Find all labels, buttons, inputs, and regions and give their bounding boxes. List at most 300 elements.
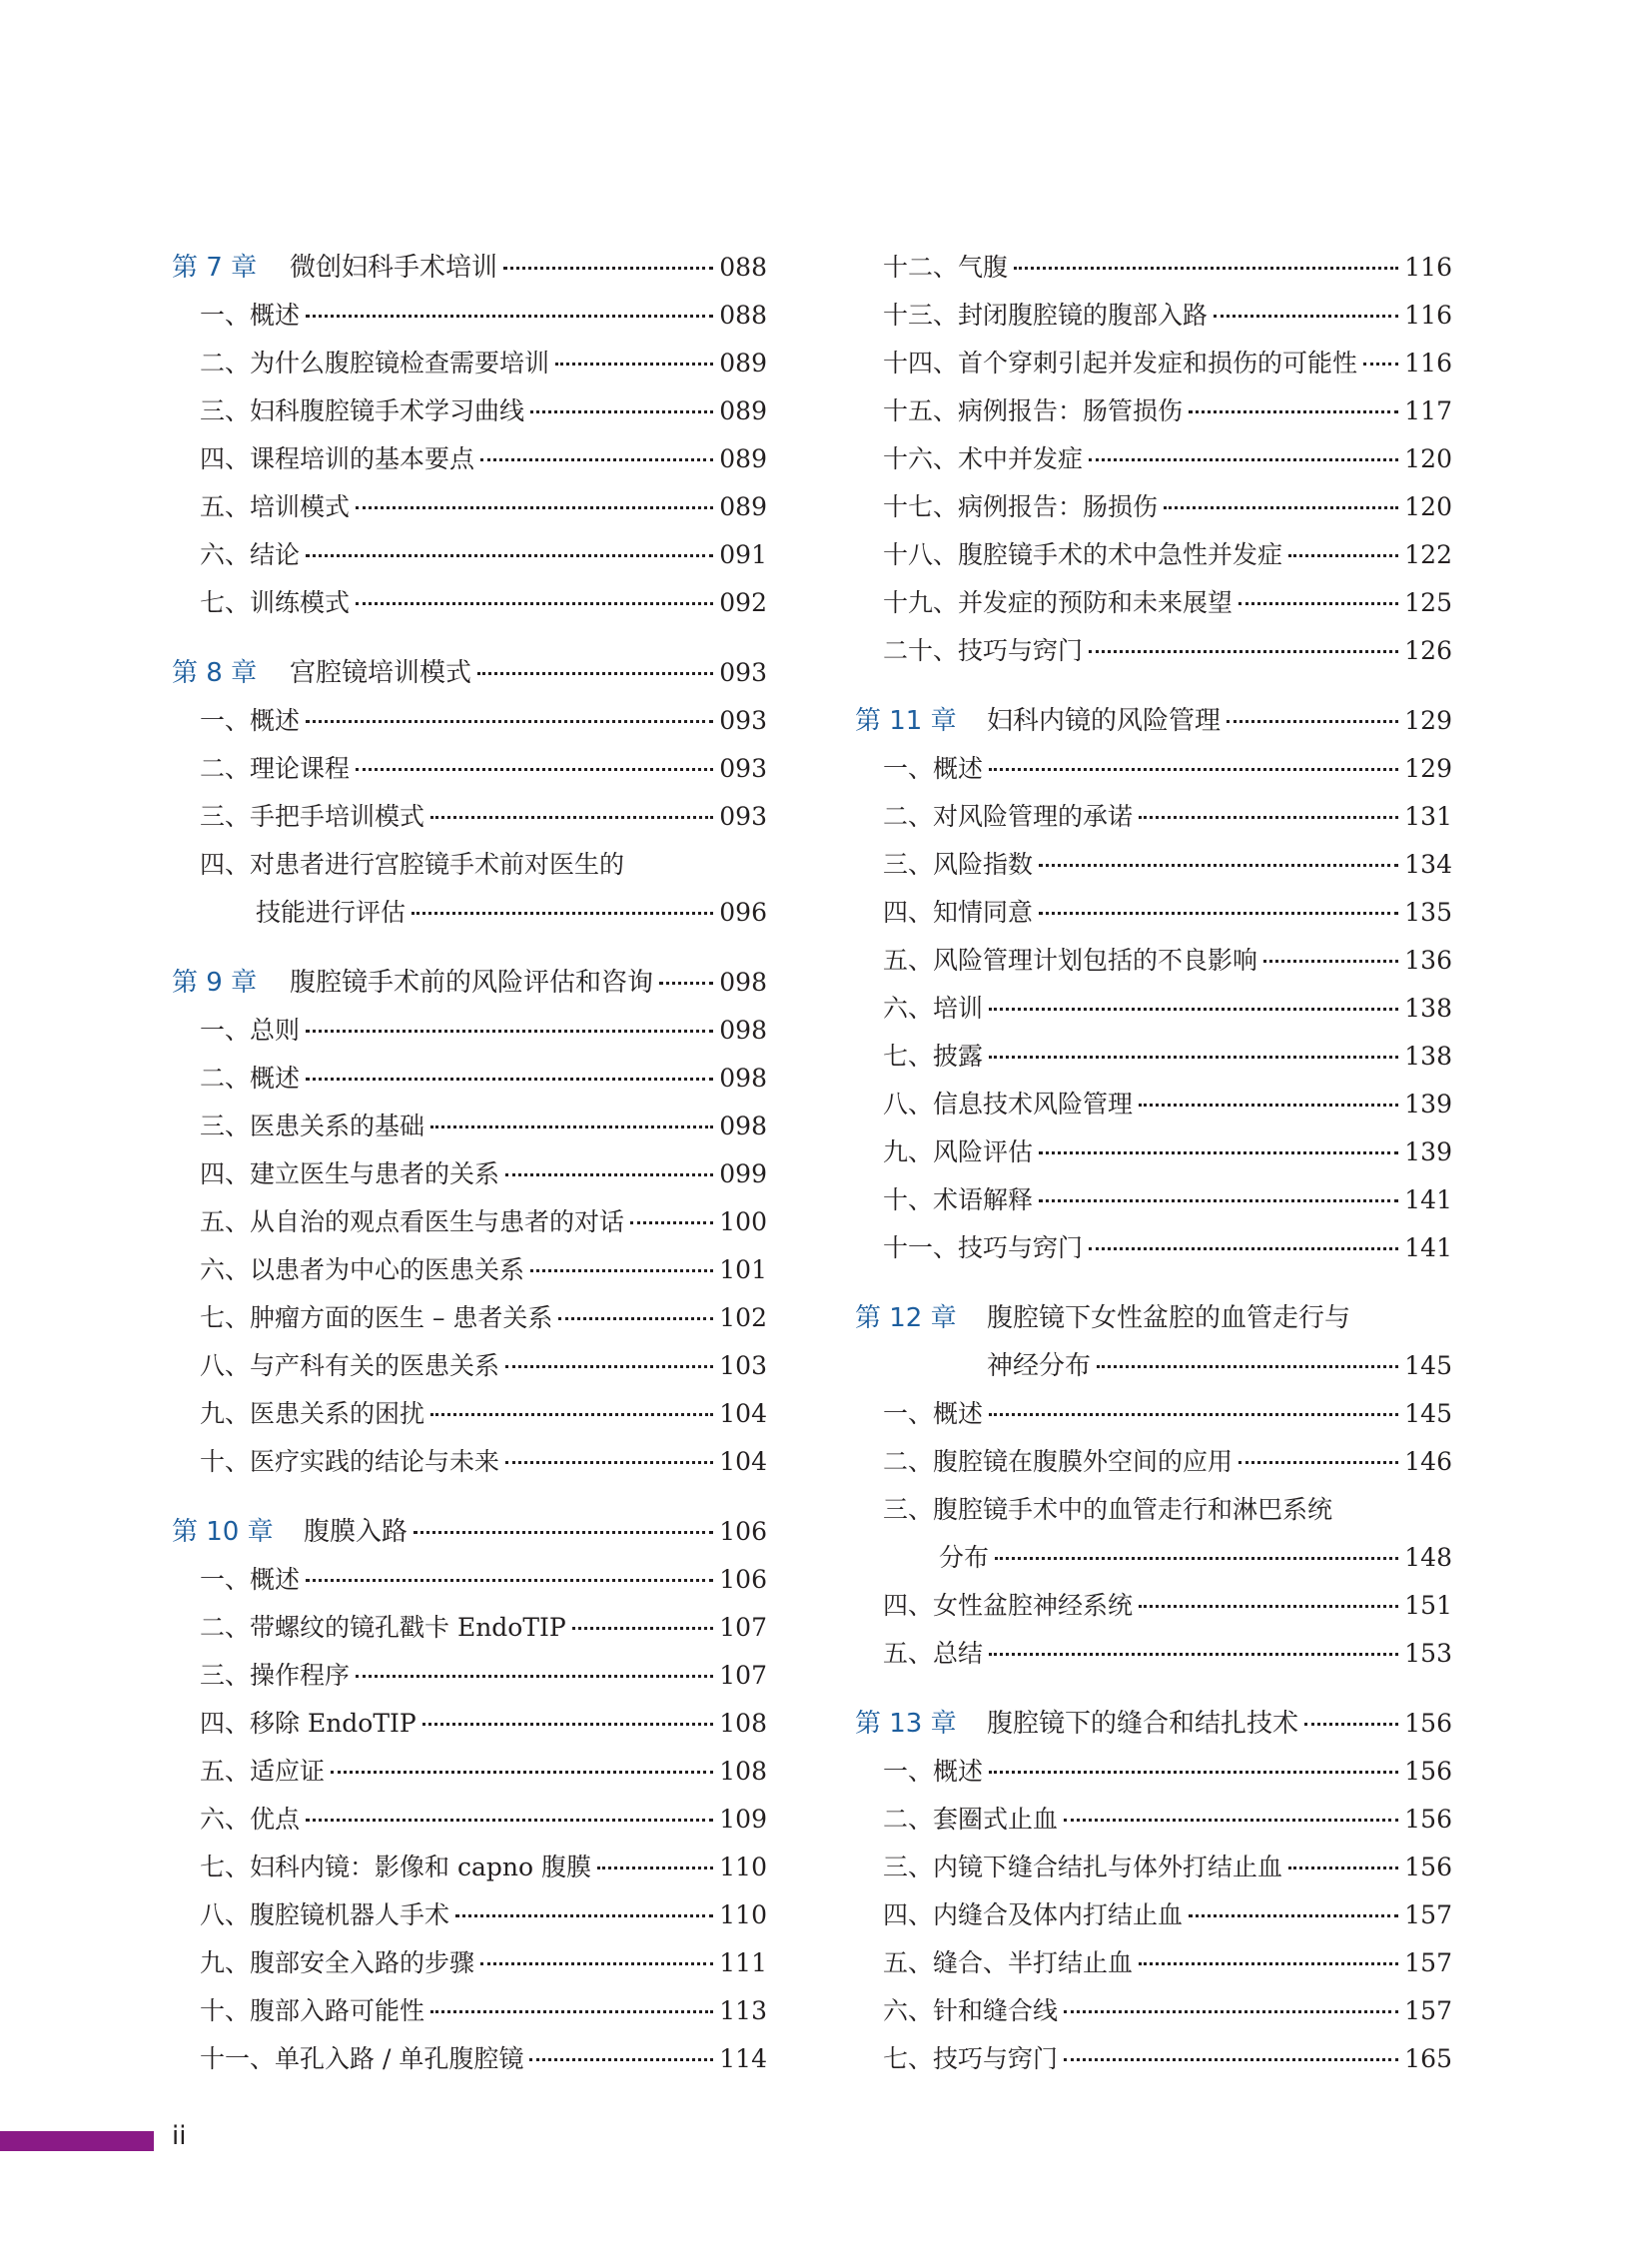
toc-entry[interactable] [172, 483, 767, 531]
toc-entry[interactable] [855, 1844, 1452, 1891]
toc-entry[interactable] [172, 387, 767, 435]
entry-page-number: 117 [1404, 396, 1452, 425]
entry-title: 二十、技巧与窍门 [883, 636, 1084, 665]
entry-title: 三、医患关系的基础 [200, 1112, 425, 1140]
entry-title: 十三、封闭腹腔镜的腹部入路 [883, 301, 1209, 330]
entry-page-number: 146 [1404, 1447, 1452, 1476]
dot-leader [1139, 816, 1398, 819]
dot-leader [558, 1317, 713, 1320]
dot-leader [989, 768, 1398, 771]
entry-page-number: 108 [719, 1709, 767, 1738]
entry-title: 十九、并发症的预防和未来展望 [883, 588, 1234, 617]
entry-title: 十四、首个穿刺引起并发症和损伤的可能性 [883, 349, 1358, 377]
dot-leader [505, 1365, 713, 1368]
entry-title: 四、知情同意 [883, 898, 1034, 927]
dot-leader [356, 768, 713, 771]
toc-entry[interactable] [855, 1033, 1452, 1081]
entry-title: 八、信息技术风险管理 [883, 1090, 1134, 1119]
entry-title: 六、培训 [883, 994, 984, 1023]
dot-leader [1239, 602, 1398, 605]
toc-left-column [172, 244, 767, 2105]
entry-page-number: 151 [1404, 1591, 1452, 1620]
entry-title: 七、妇科内镜：影像和 capno 腹膜 [200, 1853, 591, 1881]
dot-leader [529, 2058, 713, 2061]
entry-title: 五、缝合、半打结止血 [883, 1948, 1134, 1977]
toc-entry[interactable] [172, 1342, 767, 1390]
toc-entry[interactable] [172, 1844, 767, 1891]
chapter-title: 宫腔镜培训模式 [290, 658, 472, 688]
toc-entry[interactable] [172, 1987, 767, 2035]
entry-title: 八、腹腔镜机器人手术 [200, 1900, 450, 1929]
entry-page-number: 107 [719, 1613, 767, 1642]
chapter-block [855, 1294, 1452, 1678]
dot-leader [356, 1675, 713, 1678]
entry-title: 十二、气腹 [883, 253, 1009, 282]
entry-page-number: 111 [719, 1948, 767, 1977]
entry-title: 一、概述 [883, 754, 984, 783]
dot-leader [572, 1627, 714, 1630]
entry-title: 七、肿瘤方面的医生 – 患者关系 [200, 1303, 553, 1332]
dot-leader [1189, 1914, 1398, 1917]
chapter-block [855, 244, 1452, 675]
toc-entry[interactable] [855, 793, 1452, 841]
toc-entry[interactable] [855, 1582, 1452, 1630]
entry-title: 二、带螺纹的镜孔戳卡 EndoTIP [200, 1613, 566, 1642]
chapter-heading[interactable] [172, 1508, 767, 1556]
chapter-number: 第 9 章 [172, 968, 258, 998]
toc-entry[interactable] [855, 1224, 1452, 1272]
toc-entry[interactable] [172, 841, 767, 889]
entry-page-number: 096 [719, 898, 767, 927]
dot-leader [331, 1771, 713, 1774]
dot-leader [356, 602, 713, 605]
chapter-block [172, 244, 767, 627]
entry-page-number: 138 [1404, 1042, 1452, 1071]
entry-title: 十、腹部入路可能性 [200, 1996, 425, 2025]
chapter-title: 腹膜入路 [304, 1517, 409, 1547]
entry-page-number: 114 [719, 2044, 767, 2073]
entry-title-continued: 分布 [939, 1543, 990, 1572]
dot-leader [1014, 267, 1398, 270]
entry-title: 五、风险管理计划包括的不良影响 [883, 946, 1258, 975]
dot-leader [412, 912, 713, 915]
dot-leader [1189, 410, 1398, 413]
entry-title: 二、套圈式止血 [883, 1805, 1059, 1834]
dot-leader [995, 1557, 1398, 1560]
entry-page-number: 110 [719, 1853, 767, 1881]
entry-page-number: 092 [719, 588, 767, 617]
entry-title: 三、内镜下缝合结扎与体外打结止血 [883, 1853, 1283, 1881]
entry-page-number: 141 [1404, 1185, 1452, 1214]
entry-title: 四、课程培训的基本要点 [200, 444, 475, 473]
toc-entry[interactable] [855, 745, 1452, 793]
dot-leader [505, 1461, 713, 1464]
entry-page-number: 156 [1404, 1805, 1452, 1834]
toc-entry-continued[interactable] [172, 889, 767, 937]
toc-entry[interactable] [172, 1748, 767, 1796]
entry-page-number: 093 [719, 706, 767, 735]
toc-entry[interactable] [172, 1007, 767, 1055]
toc-entry[interactable] [855, 1939, 1452, 1987]
entry-page-number: 153 [1404, 1639, 1452, 1668]
entry-title: 二、概述 [200, 1064, 301, 1093]
entry-title: 六、针和缝合线 [883, 1996, 1059, 2025]
entry-title: 七、披露 [883, 1042, 984, 1071]
dot-leader [1139, 1104, 1398, 1107]
chapter-title: 腹腔镜下女性盆腔的血管走行与 [987, 1303, 1351, 1333]
toc-entry[interactable] [855, 1176, 1452, 1224]
toc-entry[interactable] [855, 244, 1452, 292]
toc-entry[interactable] [855, 531, 1452, 579]
entry-page-number: 089 [719, 396, 767, 425]
chapter-page-number: 093 [719, 658, 767, 687]
chapter-page-number: 129 [1404, 706, 1452, 735]
chapter-number: 第 10 章 [172, 1517, 274, 1547]
entry-page-number: 120 [1404, 444, 1452, 473]
entry-page-number: 104 [719, 1399, 767, 1428]
toc-entry-continued[interactable] [855, 1534, 1452, 1582]
toc-entry[interactable] [172, 1390, 767, 1438]
entry-page-number: 138 [1404, 994, 1452, 1023]
chapter-title: 妇科内镜的风险管理 [987, 706, 1222, 736]
chapter-heading[interactable] [855, 697, 1452, 745]
entry-title: 二、理论课程 [200, 754, 351, 783]
entry-page-number: 116 [1404, 253, 1452, 282]
toc-entry[interactable] [855, 1486, 1452, 1534]
toc-entry[interactable] [172, 1055, 767, 1103]
entry-title: 二、腹腔镜在腹膜外空间的应用 [883, 1447, 1234, 1476]
chapter-page-number: 156 [1404, 1709, 1452, 1738]
toc-entry[interactable] [172, 1604, 767, 1652]
dot-leader [1164, 506, 1398, 509]
dot-leader [455, 1914, 713, 1917]
entry-title: 一、概述 [883, 1757, 984, 1786]
entry-title: 六、结论 [200, 540, 301, 569]
toc-entry[interactable] [172, 1103, 767, 1150]
chapter-block [172, 649, 767, 937]
toc-entry[interactable] [172, 745, 767, 793]
toc-entry[interactable] [855, 627, 1452, 675]
entry-title: 一、概述 [200, 301, 301, 330]
entry-title: 七、技巧与窍门 [883, 2044, 1059, 2073]
entry-page-number: 139 [1404, 1137, 1452, 1166]
dot-leader [306, 1030, 713, 1033]
chapter-block [855, 697, 1452, 1272]
toc-entry[interactable] [172, 2035, 767, 2083]
entry-title: 五、培训模式 [200, 492, 351, 521]
dot-leader [1363, 363, 1398, 366]
toc-entry[interactable] [172, 1939, 767, 1987]
toc-entry[interactable] [172, 435, 767, 483]
entry-page-number: 110 [719, 1900, 767, 1929]
dot-leader [480, 1962, 713, 1965]
dot-leader [1039, 912, 1398, 915]
entry-title: 九、医患关系的困扰 [200, 1399, 425, 1428]
dot-leader [306, 554, 713, 557]
entry-page-number: 088 [719, 301, 767, 330]
chapter-number: 第 8 章 [172, 658, 258, 688]
dot-leader [430, 1125, 713, 1128]
entry-page-number: 136 [1404, 946, 1452, 975]
chapter-page-number: 145 [1404, 1351, 1452, 1380]
dot-leader [422, 1723, 714, 1726]
toc-entry[interactable] [172, 531, 767, 579]
entry-title: 四、对患者进行宫腔镜手术前对医生的 [200, 850, 625, 879]
toc-entry[interactable] [855, 1891, 1452, 1939]
entry-page-number: 108 [719, 1757, 767, 1786]
toc-entry[interactable] [172, 1246, 767, 1294]
entry-page-number: 093 [719, 754, 767, 783]
entry-page-number: 103 [719, 1351, 767, 1380]
entry-page-number: 116 [1404, 349, 1452, 377]
toc-entry[interactable] [855, 435, 1452, 483]
entry-page-number: 099 [719, 1159, 767, 1188]
chapter-number: 第 7 章 [172, 253, 258, 283]
dot-leader [1039, 1151, 1398, 1154]
dot-leader [413, 1531, 713, 1534]
entry-title: 三、妇科腹腔镜手术学习曲线 [200, 396, 525, 425]
chapter-heading[interactable] [172, 649, 767, 697]
entry-page-number: 116 [1404, 301, 1452, 330]
footer-page-number: ii [172, 2121, 187, 2151]
entry-page-number: 107 [719, 1661, 767, 1690]
chapter-title: 腹腔镜下的缝合和结扎技术 [987, 1709, 1299, 1739]
entry-title: 六、优点 [200, 1805, 301, 1834]
dot-leader [989, 1771, 1398, 1774]
entry-title: 一、概述 [200, 706, 301, 735]
chapter-block [172, 959, 767, 1486]
chapter-block [855, 1700, 1452, 2083]
toc-entry[interactable] [855, 1390, 1452, 1438]
dot-leader [1239, 1461, 1398, 1464]
entry-title: 五、从自治的观点看医生与患者的对话 [200, 1207, 625, 1236]
toc-entry[interactable] [855, 579, 1452, 627]
entry-page-number: 089 [719, 349, 767, 377]
chapter-heading-continued[interactable] [855, 1342, 1452, 1390]
entry-page-number: 091 [719, 540, 767, 569]
toc-entry[interactable] [855, 937, 1452, 985]
entry-page-number: 098 [719, 1064, 767, 1093]
entry-page-number: 135 [1404, 898, 1452, 927]
dot-leader [1089, 650, 1398, 653]
toc-entry[interactable] [172, 340, 767, 387]
entry-title: 一、总则 [200, 1016, 301, 1045]
entry-title: 四、女性盆腔神经系统 [883, 1591, 1134, 1620]
toc-entry[interactable] [855, 1438, 1452, 1486]
toc-entry[interactable] [172, 697, 767, 745]
dot-leader [480, 458, 713, 461]
dot-leader [430, 816, 713, 819]
entry-page-number: 145 [1404, 1399, 1452, 1428]
dot-leader [306, 720, 713, 723]
chapter-title-continued: 神经分布 [987, 1351, 1092, 1381]
chapter-heading[interactable] [855, 1294, 1452, 1342]
entry-title: 四、建立医生与患者的关系 [200, 1159, 500, 1188]
entry-page-number: 129 [1404, 754, 1452, 783]
entry-page-number: 141 [1404, 1233, 1452, 1262]
toc-entry[interactable] [855, 1987, 1452, 2035]
toc-entry[interactable] [172, 579, 767, 627]
entry-page-number: 157 [1404, 1996, 1452, 2025]
chapter-block [172, 1508, 767, 2083]
toc-entry[interactable] [172, 1294, 767, 1342]
toc-entry[interactable] [172, 1438, 767, 1486]
entry-page-number: 122 [1404, 540, 1452, 569]
dot-leader [1227, 720, 1398, 723]
entry-title: 一、概述 [200, 1565, 301, 1594]
dot-leader [306, 1819, 713, 1822]
entry-page-number: 126 [1404, 636, 1452, 665]
entry-page-number: 098 [719, 1112, 767, 1140]
toc-entry[interactable] [172, 1198, 767, 1246]
entry-page-number: 098 [719, 1016, 767, 1045]
entry-title: 十一、单孔入路 / 单孔腹腔镜 [200, 2044, 524, 2073]
footer-accent-bar [0, 2131, 154, 2151]
chapter-page-number: 088 [719, 253, 767, 282]
entry-page-number: 131 [1404, 802, 1452, 831]
toc-entry[interactable] [855, 387, 1452, 435]
entry-title: 一、概述 [883, 1399, 984, 1428]
dot-leader [430, 1413, 713, 1416]
dot-leader [1304, 1723, 1398, 1726]
toc-entry[interactable] [855, 340, 1452, 387]
entry-title: 五、适应证 [200, 1757, 326, 1786]
toc-entry[interactable] [172, 1652, 767, 1700]
entry-page-number: 125 [1404, 588, 1452, 617]
entry-title: 四、内缝合及体内打结止血 [883, 1900, 1184, 1929]
toc-entry[interactable] [855, 889, 1452, 937]
entry-page-number: 113 [719, 1996, 767, 2025]
dot-leader [1214, 315, 1398, 318]
toc-entry[interactable] [855, 1630, 1452, 1678]
entry-title: 三、操作程序 [200, 1661, 351, 1690]
entry-page-number: 165 [1404, 2044, 1452, 2073]
toc-entry[interactable] [855, 985, 1452, 1033]
toc-entry[interactable] [172, 292, 767, 340]
toc-entry[interactable] [855, 1128, 1452, 1176]
entry-page-number: 109 [719, 1805, 767, 1834]
entry-title: 二、对风险管理的承诺 [883, 802, 1134, 831]
dot-leader [989, 1413, 1398, 1416]
entry-title: 七、训练模式 [200, 588, 351, 617]
entry-page-number: 156 [1404, 1757, 1452, 1786]
entry-page-number: 100 [719, 1207, 767, 1236]
dot-leader [430, 2010, 713, 2013]
entry-title: 十八、腹腔镜手术的术中急性并发症 [883, 540, 1283, 569]
entry-title: 十、术语解释 [883, 1185, 1034, 1214]
toc-entry[interactable] [172, 1891, 767, 1939]
chapter-heading[interactable] [172, 244, 767, 292]
dot-leader [989, 1653, 1398, 1656]
entry-page-number: 093 [719, 802, 767, 831]
dot-leader [1288, 554, 1398, 557]
toc-entry[interactable] [172, 1700, 767, 1748]
dot-leader [1039, 864, 1398, 867]
dot-leader [306, 1078, 713, 1081]
entry-title: 十、医疗实践的结论与未来 [200, 1447, 500, 1476]
dot-leader [530, 410, 713, 413]
dot-leader [1097, 1365, 1398, 1368]
entry-page-number: 101 [719, 1255, 767, 1284]
dot-leader [306, 315, 713, 318]
dot-leader [503, 267, 713, 270]
toc-entry[interactable] [855, 483, 1452, 531]
entry-title-continued: 技能进行评估 [256, 898, 407, 927]
entry-page-number: 139 [1404, 1090, 1452, 1119]
entry-title: 二、为什么腹腔镜检查需要培训 [200, 349, 550, 377]
chapter-page-number: 098 [719, 968, 767, 997]
entry-title: 三、腹腔镜手术中的血管走行和淋巴系统 [883, 1495, 1333, 1524]
dot-leader [1288, 1867, 1398, 1869]
dot-leader [477, 672, 713, 675]
toc-entry[interactable] [172, 1150, 767, 1198]
toc-entry[interactable] [855, 841, 1452, 889]
entry-page-number: 120 [1404, 492, 1452, 521]
dot-leader [1139, 1605, 1398, 1608]
entry-title: 九、风险评估 [883, 1137, 1034, 1166]
toc-entry[interactable] [855, 1796, 1452, 1844]
toc-entry[interactable] [855, 1081, 1452, 1128]
entry-title: 九、腹部安全入路的步骤 [200, 1948, 475, 1977]
chapter-page-number: 106 [719, 1517, 767, 1546]
toc-entry[interactable] [855, 1748, 1452, 1796]
entry-title: 六、以患者为中心的医患关系 [200, 1255, 525, 1284]
chapter-number: 第 11 章 [855, 706, 957, 736]
entry-page-number: 106 [719, 1565, 767, 1594]
entry-title: 十一、技巧与窍门 [883, 1233, 1084, 1262]
dot-leader [1064, 2010, 1398, 2013]
toc-entry[interactable] [172, 1796, 767, 1844]
dot-leader [1089, 1247, 1398, 1250]
entry-title: 三、风险指数 [883, 850, 1034, 879]
entry-title: 三、手把手培训模式 [200, 802, 425, 831]
chapter-heading[interactable] [855, 1700, 1452, 1748]
dot-leader [505, 1173, 713, 1176]
entry-title: 五、总结 [883, 1639, 984, 1668]
entry-page-number: 156 [1404, 1853, 1452, 1881]
toc-entry[interactable] [855, 292, 1452, 340]
dot-leader [597, 1867, 713, 1869]
chapter-title: 腹腔镜手术前的风险评估和咨询 [290, 968, 654, 998]
dot-leader [1064, 2058, 1398, 2061]
dot-leader [555, 363, 713, 366]
dot-leader [1089, 458, 1398, 461]
entry-page-number: 104 [719, 1447, 767, 1476]
chapter-number: 第 12 章 [855, 1303, 957, 1333]
entry-title: 四、移除 EndoTIP [200, 1709, 416, 1738]
dot-leader [1064, 1819, 1398, 1822]
entry-page-number: 102 [719, 1303, 767, 1332]
dot-leader [989, 1008, 1398, 1011]
chapter-heading[interactable] [172, 959, 767, 1007]
chapter-title: 微创妇科手术培训 [290, 253, 498, 283]
entry-page-number: 134 [1404, 850, 1452, 879]
chapter-number: 第 13 章 [855, 1709, 957, 1739]
toc-entry[interactable] [855, 2035, 1452, 2083]
entry-title: 八、与产科有关的医患关系 [200, 1351, 500, 1380]
entry-page-number: 089 [719, 492, 767, 521]
toc-right-column [855, 244, 1452, 2105]
dot-leader [659, 982, 713, 985]
dot-leader [1263, 960, 1398, 963]
entry-page-number: 089 [719, 444, 767, 473]
entry-title: 十六、术中并发症 [883, 444, 1084, 473]
toc-entry[interactable] [172, 1556, 767, 1604]
toc-entry[interactable] [172, 793, 767, 841]
dot-leader [1039, 1199, 1398, 1202]
dot-leader [630, 1221, 713, 1224]
entry-title: 十七、病例报告：肠损伤 [883, 492, 1159, 521]
